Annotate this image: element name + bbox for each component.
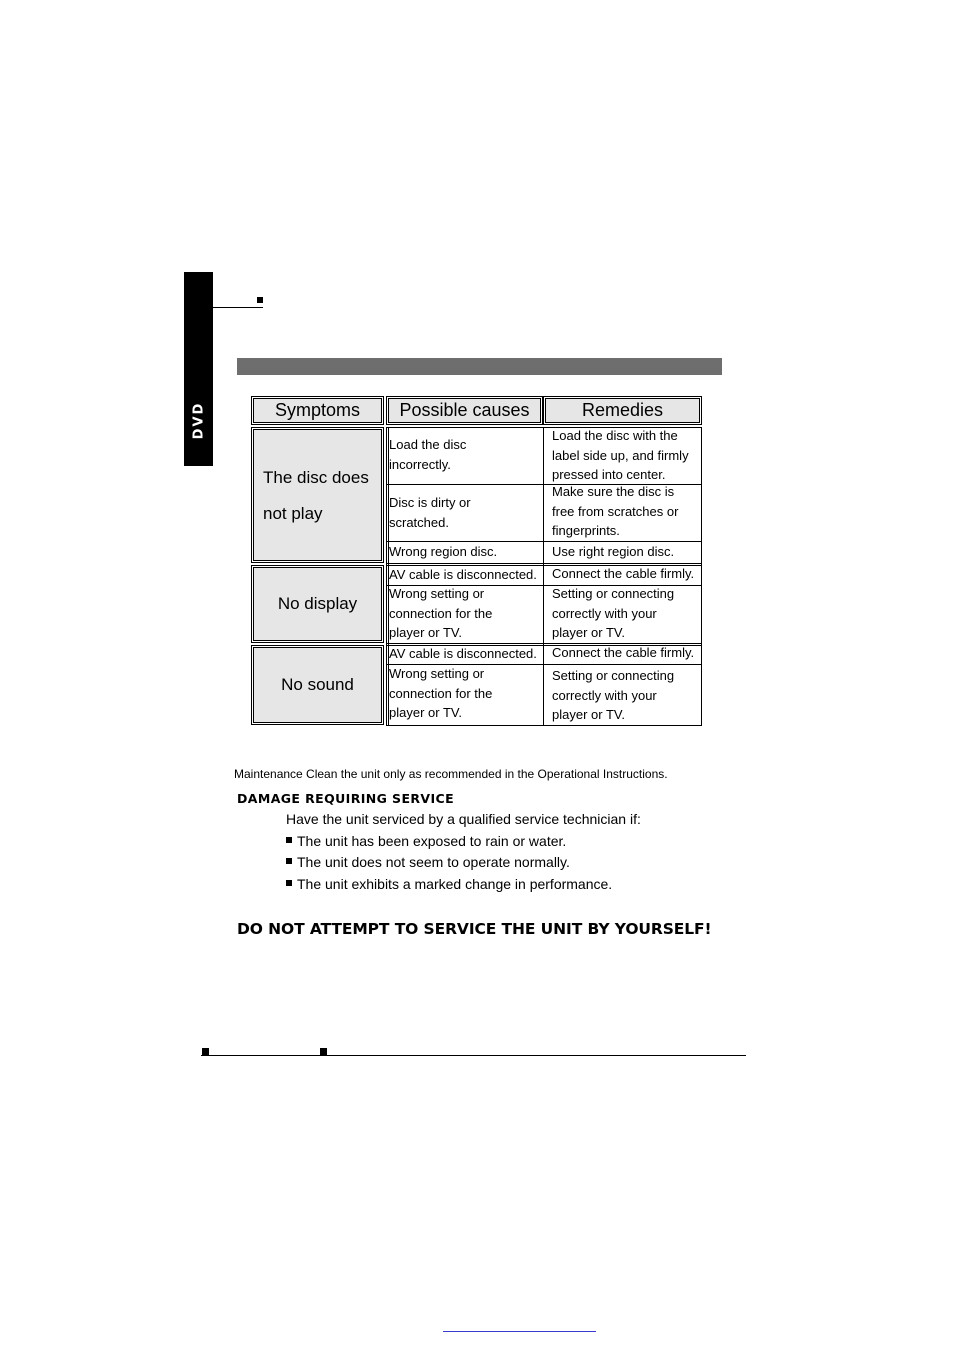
cause-line: AV cable is disconnected. — [389, 646, 537, 661]
cause-cell — [386, 664, 492, 723]
bullet-square-icon — [286, 837, 292, 843]
cause-cell — [386, 584, 492, 643]
cause-line: Wrong setting or — [389, 586, 485, 601]
remedy-cell — [544, 482, 678, 541]
side-tab-label: DVD — [191, 401, 206, 439]
symptom-disc-not-play — [251, 427, 384, 563]
cause-line: Load the disc — [389, 437, 467, 452]
remedy-line: player or TV. — [552, 625, 625, 640]
symptom-text: No display — [277, 594, 358, 613]
cause-cell — [386, 644, 537, 664]
warning-text: DO NOT ATTEMPT TO SERVICE THE UNIT BY YOURSELF! — [237, 920, 712, 938]
bullet-square-icon — [286, 880, 292, 886]
list-item — [286, 876, 612, 892]
maintenance-text: Maintenance Clean the unit only as recommended in the Operational Instructions. — [234, 767, 668, 781]
remedy-line: correctly with your — [552, 687, 657, 703]
remedy-line: Make sure the disc is — [552, 484, 675, 499]
list-item — [286, 833, 566, 849]
remedy-line: Setting or connecting — [552, 586, 675, 601]
section-title-bar — [237, 358, 722, 375]
header-symptoms: Symptoms — [251, 396, 384, 425]
footer-square-icon — [320, 1048, 327, 1055]
remedy-line: player or TV. — [552, 707, 625, 722]
symptom-text-line2: not play — [263, 504, 323, 523]
remedy-cell — [544, 584, 674, 643]
cause-line: scratched. — [389, 514, 449, 530]
cause-line: Disc is dirty or — [389, 495, 471, 510]
damage-title: DAMAGE REQUIRING SERVICE — [237, 791, 455, 806]
header-causes: Possible causes — [386, 396, 543, 425]
list-item-text: The unit exhibits a marked change in performance. — [297, 876, 613, 892]
symptom-text-line1: The disc does — [263, 468, 369, 487]
cause-line: connection for the — [389, 605, 493, 621]
header-square-icon — [257, 297, 263, 303]
remedy-cell — [544, 542, 674, 562]
cause-cell — [386, 435, 466, 474]
remedy-cell — [544, 643, 694, 663]
symptom-text: No sound — [281, 675, 354, 694]
footer-rule — [201, 1055, 746, 1056]
cause-line: incorrectly. — [389, 456, 451, 472]
cause-cell — [386, 542, 497, 562]
list-item-text: The unit does not seem to operate normally. — [297, 854, 570, 870]
symptom-no-sound — [251, 645, 384, 725]
remedy-line: Setting or connecting — [552, 668, 675, 683]
list-item — [286, 854, 570, 870]
remedy-line: pressed into center. — [552, 467, 666, 482]
header-remedies: Remedies — [543, 396, 702, 425]
remedy-cell — [544, 666, 674, 725]
remedy-line: Use right region disc. — [552, 544, 675, 559]
cause-line: AV cable is disconnected. — [389, 567, 537, 582]
service-intro: Have the unit serviced by a qualified service technician if: — [286, 811, 641, 827]
remedy-line: Connect the cable firmly. — [552, 645, 695, 660]
cause-line: player or TV. — [389, 705, 462, 720]
remedy-line: label side up, and firmly — [552, 447, 689, 463]
footer-square-icon — [202, 1048, 209, 1055]
remedy-line: correctly with your — [552, 605, 657, 621]
remedy-line: free from scratches or — [552, 503, 679, 519]
remedy-line: Load the disc with the — [552, 428, 678, 443]
remedy-line: Connect the cable firmly. — [552, 566, 695, 581]
symptom-no-display — [251, 565, 384, 643]
cause-line: Wrong setting or — [389, 666, 485, 681]
header-rule — [213, 307, 263, 308]
remedy-line: fingerprints. — [552, 523, 620, 538]
bottom-link-underline[interactable] — [443, 1331, 596, 1332]
remedy-cell — [544, 426, 689, 485]
remedy-cell — [544, 564, 694, 584]
cause-line: Wrong region disc. — [389, 544, 498, 559]
side-tab-label-wrap — [184, 380, 213, 460]
cause-cell — [386, 493, 471, 532]
list-item-text: The unit has been exposed to rain or water. — [297, 833, 567, 849]
cause-line: player or TV. — [389, 625, 462, 640]
bullet-square-icon — [286, 858, 292, 864]
cause-cell — [386, 565, 537, 585]
cause-line: connection for the — [389, 685, 493, 701]
